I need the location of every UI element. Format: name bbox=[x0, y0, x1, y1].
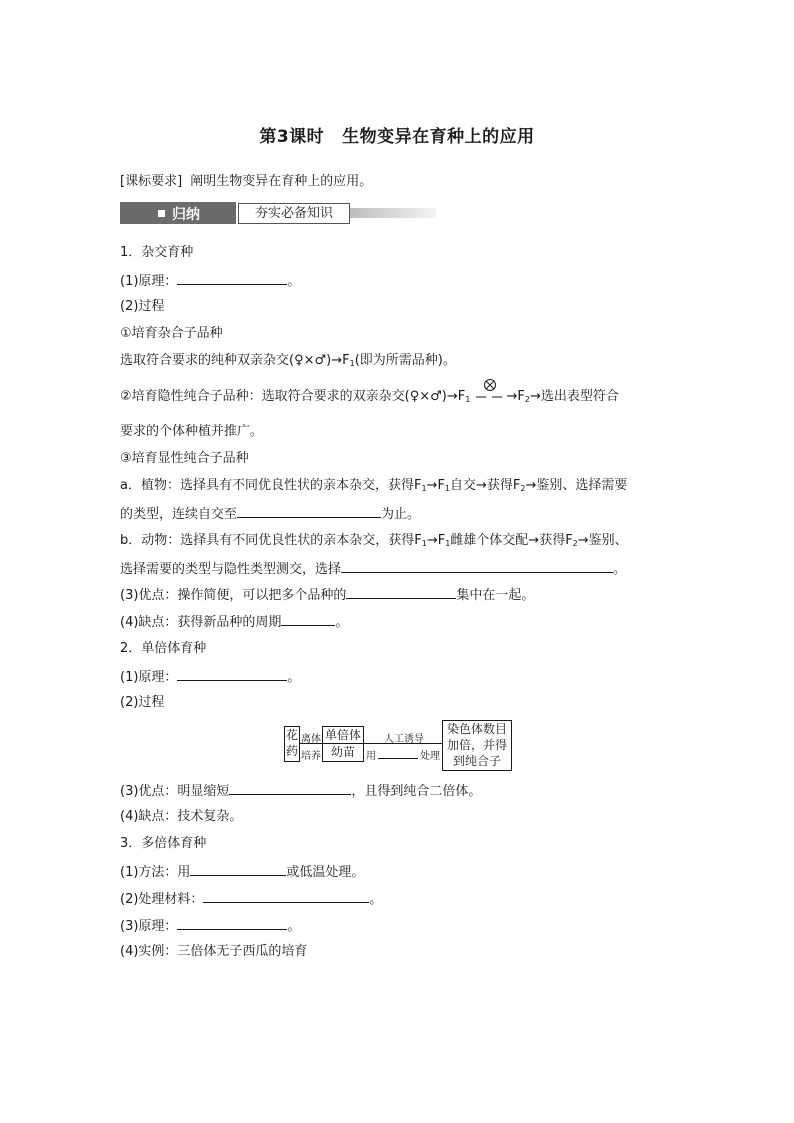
blank bbox=[177, 916, 287, 930]
s3-method: (1)方法：用 或低温处理。 bbox=[120, 862, 364, 882]
blank bbox=[177, 667, 287, 681]
blank bbox=[203, 889, 369, 903]
haploid-seedling-box: 单倍体 幼苗 bbox=[322, 726, 364, 762]
s2-disadvantage: (4)缺点：技术复杂。 bbox=[120, 809, 243, 824]
flow-arrow-2 bbox=[364, 743, 442, 744]
s1-c2-text: ②培育隐性纯合子品种：选取符合要求的双亲杂交$(♀\times♂)\to F_1$ $\to F_2\to$选出表型符合 bbox=[120, 388, 619, 409]
flow-step1-bottom: 培养 bbox=[301, 751, 321, 762]
requirement-label: [课标要求] bbox=[120, 174, 183, 189]
flow-step1-top: 离体 bbox=[301, 734, 321, 745]
s1-c2-line2: 要求的个体种植并推广。 bbox=[120, 424, 264, 439]
selfing-arrow bbox=[474, 390, 506, 404]
banner-fade bbox=[350, 208, 436, 218]
page-title: 第3课时 生物变异在育种上的应用 bbox=[259, 127, 535, 147]
blank bbox=[237, 504, 381, 518]
blank bbox=[341, 559, 613, 573]
s1-a-text: a．植物：选择具有不同优良性状的亲本杂交，获得$F_1\to F_1$自交→获得$F_2\to$鉴别、选择需要 bbox=[120, 478, 628, 493]
curriculum-requirement bbox=[120, 173, 372, 191]
s3-material: (2)处理材料： 。 bbox=[120, 889, 382, 909]
blank bbox=[378, 758, 418, 759]
anther-box: 花药 bbox=[284, 726, 300, 762]
section-banner bbox=[120, 202, 436, 224]
s1-c1-title: ①培育杂合子品种 bbox=[120, 326, 223, 341]
flow-step2-treat: 处理 bbox=[420, 751, 440, 762]
banner-box-label: 夯实必备知识 bbox=[238, 203, 350, 224]
s1-heading: 1．杂交育种 bbox=[120, 245, 194, 260]
s2-heading: 2．单倍体育种 bbox=[120, 641, 207, 656]
s2-process: (2)过程 bbox=[120, 695, 165, 710]
s2-advantage: (3)优点：明显缩短 ，且得到纯合二倍体。 bbox=[120, 781, 481, 801]
s3-principle: (3)原理： 。 bbox=[120, 916, 300, 936]
s3-heading: 3．多倍体育种 bbox=[120, 836, 207, 851]
s1-b-text: b．动物：选择具有不同优良性状的亲本杂交，获得$F_1\to F_1$雌雄个体交配→获得$F_2\to$鉴别、 bbox=[120, 533, 628, 548]
blank bbox=[346, 585, 456, 599]
s3-example: (4)实例：三倍体无子西瓜的培育 bbox=[120, 944, 308, 959]
s1-c3-title: ③培育显性纯合子品种 bbox=[120, 451, 249, 466]
haploid-breeding-flow bbox=[284, 720, 512, 772]
banner-dark: 归纳 bbox=[120, 202, 236, 224]
s1-b-line2: 选择需要的类型与隐性类型测交，选择 。 bbox=[120, 559, 626, 579]
result-box: 染色体数目 加倍，并得 到纯合子 bbox=[442, 720, 512, 771]
s1-process: (2)过程 bbox=[120, 299, 165, 314]
otimes-icon bbox=[474, 378, 506, 402]
s1-disadvantage: (4)缺点：获得新品种的周期 。 bbox=[120, 612, 348, 632]
blank bbox=[190, 862, 286, 876]
flow-step2-top: 人工诱导 bbox=[384, 734, 424, 745]
blank bbox=[229, 781, 351, 795]
flow-arrow-1 bbox=[300, 743, 322, 744]
requirement-text: 阐明生物变异在育种上的应用。 bbox=[190, 174, 373, 189]
square-icon bbox=[158, 210, 165, 217]
blank bbox=[177, 271, 287, 285]
s1-a-line2: 的类型，连续自交至 为止。 bbox=[120, 504, 420, 524]
s1-advantage: (3)优点：操作简便，可以把多个品种的 集中在一起。 bbox=[120, 585, 534, 605]
s1-principle: (1)原理： 。 bbox=[120, 271, 300, 291]
blank bbox=[281, 612, 335, 626]
s2-principle: (1)原理： 。 bbox=[120, 667, 300, 687]
flow-step2-use: 用 bbox=[366, 751, 376, 762]
s1-c1-text: 选取符合要求的纯种双亲杂交$(♀\times♂)\to F_1$(即为所需品种)。 bbox=[120, 353, 456, 368]
